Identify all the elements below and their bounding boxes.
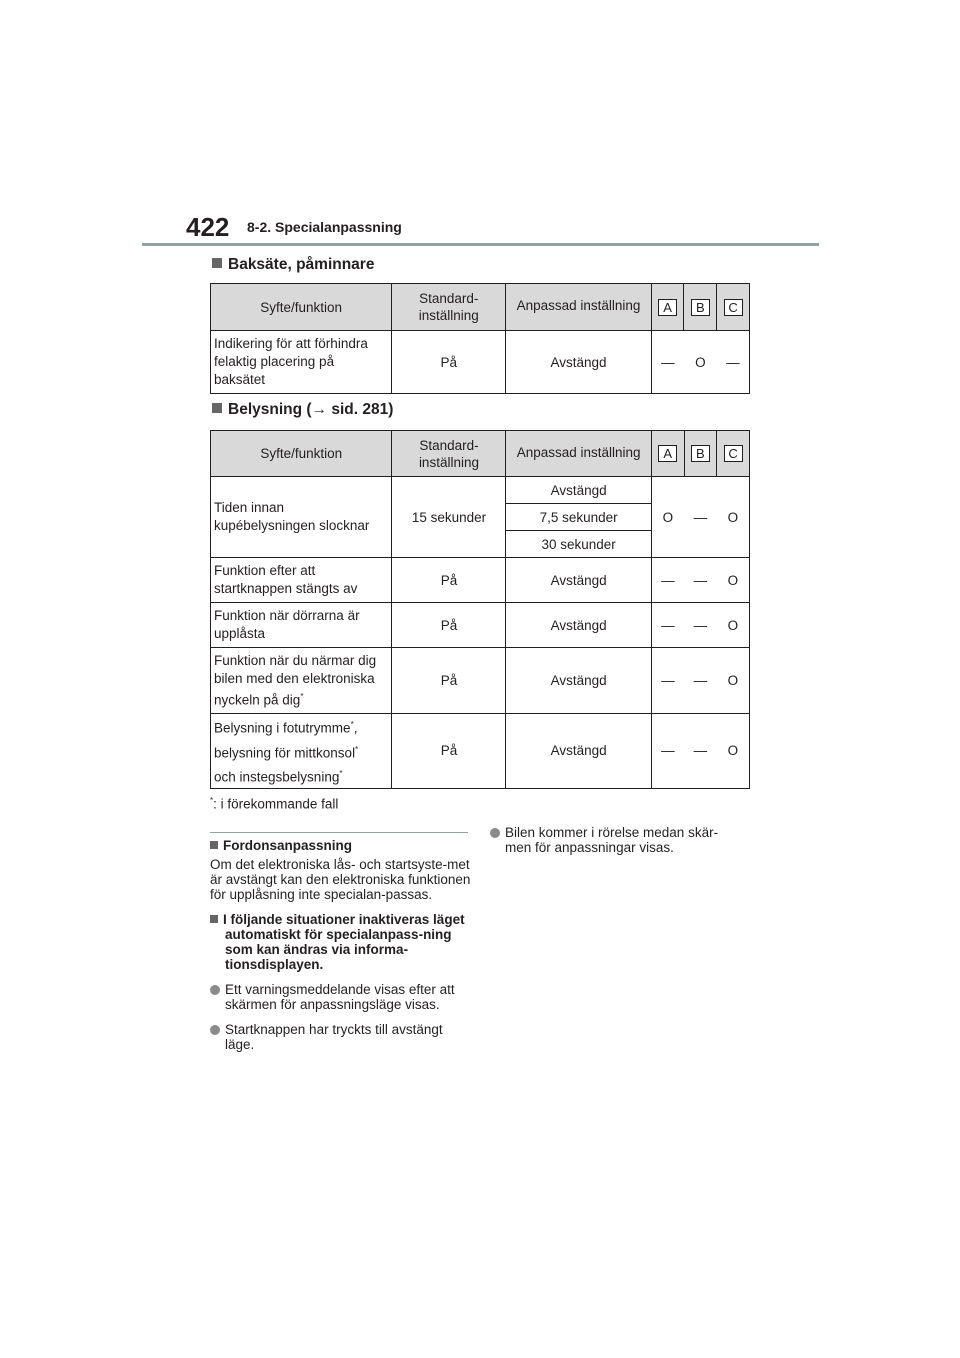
note-title: I följande situationer inaktiveras läget automatiskt för specialanpass-ning som kan ändras via informa-tionsdisplayen. [210,912,472,972]
cell-c: O [717,603,750,648]
cell-c: O [717,558,750,603]
col-c: C [717,431,750,477]
arrow-icon: → [311,401,328,418]
cell-b: — [684,648,717,714]
circle-bullet-icon [490,828,500,838]
table-row [211,477,750,504]
cell-a: O [651,477,684,558]
notes-left-column [210,838,472,1052]
notes-right-column [490,825,740,855]
cell-default: På [392,648,506,714]
col-default: Standard- inställning [392,284,506,331]
cell-c: — [717,331,750,394]
cell-custom: Avstängd [506,603,651,648]
header-rule [142,243,819,246]
cell-b: — [684,477,717,558]
cell-c: O [717,714,750,789]
table-row [211,714,750,789]
cell-c: O [717,477,750,558]
col-purpose: Syfte/funktion [211,284,392,331]
cell-default: På [392,603,506,648]
square-bullet-icon [210,915,218,923]
table-row [211,558,750,603]
table-row [211,648,750,714]
cell-custom: Avstängd [506,648,651,714]
cell-custom-option: 7,5 sekunder [506,504,651,531]
table-row [211,603,750,648]
page-number: 422 [186,212,230,242]
cell-a: — [651,714,684,789]
col-custom: Anpassad inställning [506,284,651,331]
cell-purpose: Indikering för att förhindra felaktig placering på baksätet [211,331,392,394]
circle-bullet-icon [210,1025,220,1035]
table-header-row [211,284,750,331]
cell-purpose: Funktion när dörrarna är upplåsta [211,603,392,648]
cell-default: 15 sekunder [392,477,506,558]
cell-a: — [651,558,684,603]
circle-bullet-icon [210,985,220,995]
col-a: A [651,431,684,477]
cell-default: På [392,331,506,394]
cell-custom-option: Avstängd [506,477,651,504]
col-custom: Anpassad inställning [506,431,651,477]
cell-b: O [684,331,717,394]
cell-custom-option: 30 sekunder [506,531,651,558]
cell-custom: Avstängd [506,714,651,789]
col-c: C [717,284,750,331]
cell-a: — [651,603,684,648]
cell-default: På [392,558,506,603]
notes-rule [210,832,468,833]
cell-b: — [684,558,717,603]
square-bullet-icon [212,403,222,413]
section-title: 8-2. Specialanpassning [247,219,402,235]
cell-custom: Avstängd [506,558,651,603]
cell-purpose: Funktion efter att startknappen stängts av [211,558,392,603]
square-bullet-icon [212,258,222,268]
cell-b: — [684,603,717,648]
col-a: A [651,284,684,331]
col-b: B [684,284,717,331]
table-header-row [211,431,750,477]
list-item: Startknappen har tryckts till avstängt läge. [210,1022,472,1052]
table2-heading: Belysning (→ sid. 281) [212,401,393,419]
cell-default: På [392,714,506,789]
cell-custom: Avstängd [506,331,651,394]
list-item: Ett varningsmeddelande visas efter att skärmen för anpassningsläge visas. [210,982,472,1012]
cell-purpose: Tiden innan kupébelysningen slocknar [211,477,392,558]
cell-b: — [684,714,717,789]
col-default: Standard- inställning [392,431,506,477]
col-b: B [684,431,717,477]
note-body: Om det elektroniska lås- och startsyste-met är avstängt kan den elektroniska funktionen för upplåsning inte specialan-passas. [210,857,471,902]
table-belysning [210,430,750,789]
list-item: Bilen kommer i rörelse medan skär-men för anpassningar visas. [490,825,740,855]
cell-c: O [717,648,750,714]
cell-purpose: Belysning i fotutrymme*, belysning för mittkonsol* och instegsbelysning* [211,714,392,789]
square-bullet-icon [210,841,218,849]
cell-purpose: Funktion när du närmar dig bilen med den elektroniska nyckeln på dig* [211,648,392,714]
table1-heading: Baksäte, påminnare [212,256,374,274]
note-title: Fordonsanpassning [210,838,472,853]
footnote: *: i förekommande fall [210,796,339,812]
col-purpose: Syfte/funktion [211,431,392,477]
table-row [211,331,750,394]
cell-a: — [651,648,684,714]
table-baksate [210,283,750,394]
cell-a: — [651,331,684,394]
